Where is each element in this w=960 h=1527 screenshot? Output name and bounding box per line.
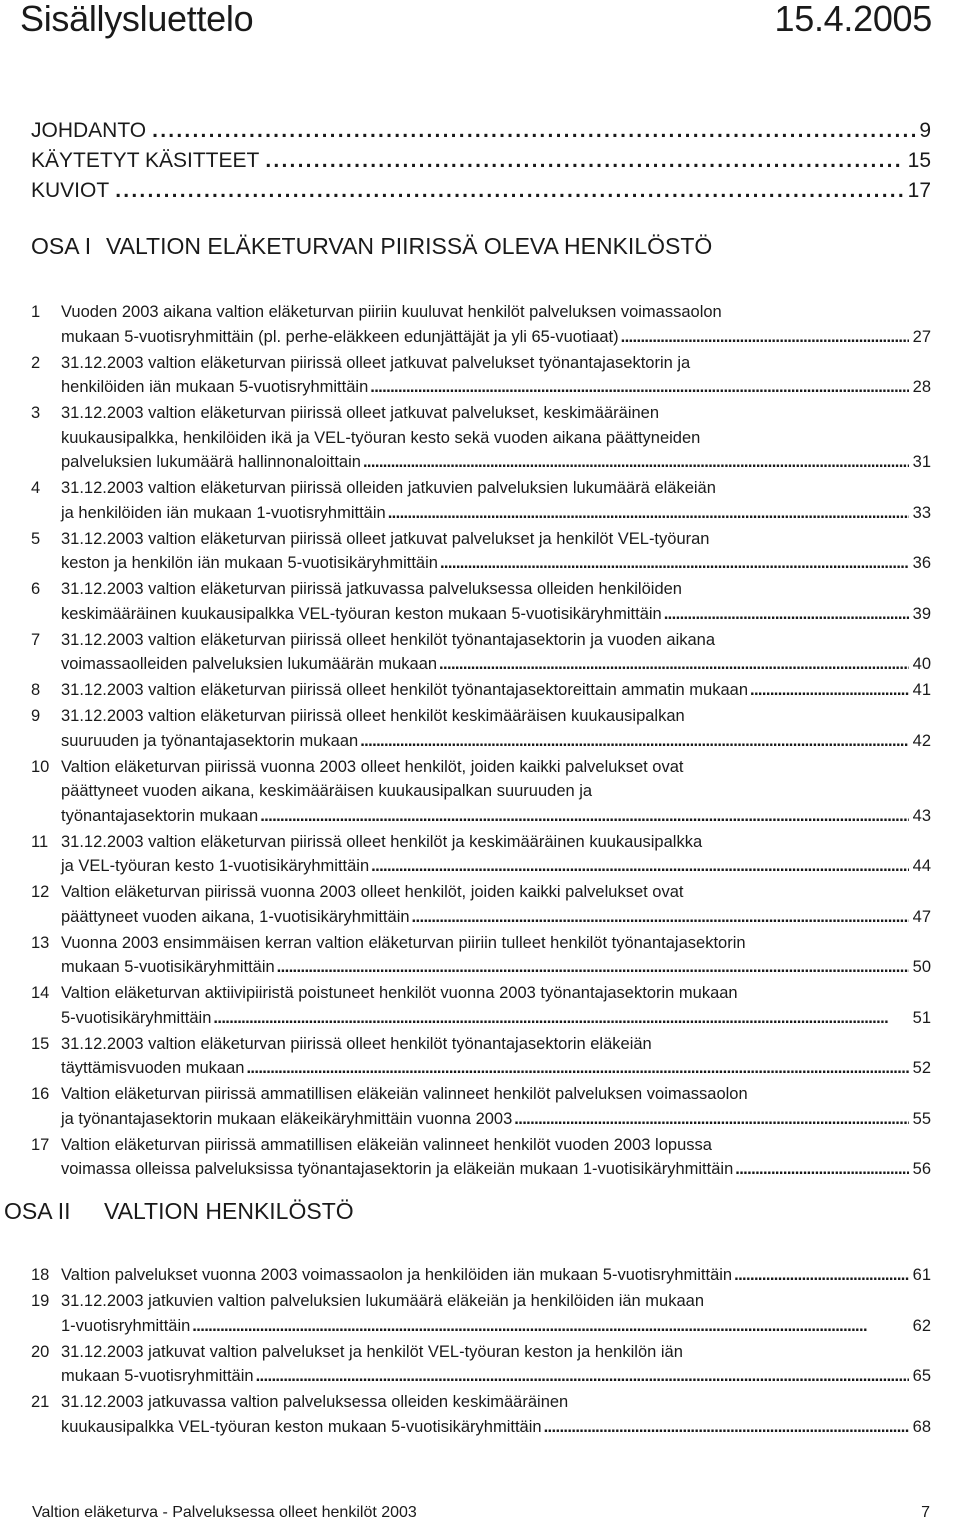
toc-entry[interactable] bbox=[31, 981, 931, 1030]
dot-leader bbox=[360, 729, 908, 754]
entry-page-number: 56 bbox=[912, 1160, 931, 1178]
entry-page-number: 39 bbox=[912, 604, 931, 623]
entry-number: 18 bbox=[31, 1266, 50, 1284]
entry-line: ja työnantajasektorin mukaan eläkeikäryhmittäin vuonna 2003 bbox=[61, 1109, 513, 1128]
dot-leader bbox=[544, 1415, 909, 1440]
toc-top-items bbox=[31, 116, 931, 206]
entry-text bbox=[61, 880, 931, 929]
entry-number: 1 bbox=[31, 303, 41, 321]
entry-line: 1-vuotisryhmittäin bbox=[61, 1316, 191, 1335]
part-number: OSA II bbox=[4, 1198, 71, 1224]
entry-line: ja henkilöiden iän mukaan 1-vuotisryhmittäin bbox=[61, 503, 386, 522]
dot-leader bbox=[152, 116, 915, 146]
toc-entry[interactable] bbox=[31, 1340, 931, 1389]
toc-entry[interactable] bbox=[31, 880, 931, 929]
toc-item-johdanto[interactable] bbox=[31, 116, 931, 146]
entry-line: henkilöiden iän mukaan 5-vuotisryhmittäin bbox=[61, 378, 369, 396]
entry-line: Valtion eläketurvan piirissä vuonna 2003 olleet henkilöt, joiden kaikki palvelukset ovat bbox=[61, 757, 684, 776]
entry-line: 5-vuotisikäryhmittäin bbox=[61, 1008, 212, 1027]
toc-entry[interactable] bbox=[31, 1390, 931, 1439]
toc-entry[interactable] bbox=[31, 577, 931, 626]
entry-line: Valtion palvelukset vuonna 2003 voimassaolon ja henkilöiden iän mukaan 5-vuotisryhmittäin bbox=[61, 1266, 733, 1284]
entry-line: voimassa olleissa palveluksissa työnantajasektorin ja eläkeiän mukaan 1-vuotisikäryhmittäin bbox=[61, 1160, 734, 1178]
entry-page-number: 28 bbox=[912, 378, 931, 396]
entry-number: 15 bbox=[31, 1034, 50, 1053]
entry-line: suuruuden ja työnantajasektorin mukaan bbox=[61, 731, 359, 750]
entry-line: Valtion eläketurvan piirissä ammatillisen eläkeiän valinneet henkilöt palveluksen voimassaolon bbox=[61, 1085, 748, 1103]
footer-page-number: 7 bbox=[921, 1504, 930, 1521]
entry-number: 5 bbox=[31, 529, 41, 548]
dot-leader bbox=[664, 602, 909, 627]
entry-line: Vuoden 2003 aikana valtion eläketurvan piiriin kuuluvat henkilöt palveluksen voimassaolon bbox=[61, 303, 722, 321]
entry-text bbox=[61, 1032, 931, 1081]
entry-line: 31.12.2003 valtion eläketurvan piirissä olleiden jatkuvien palveluksien lukumäärä eläkeiän bbox=[61, 479, 716, 497]
entry-number: 20 bbox=[31, 1342, 50, 1361]
entry-number: 17 bbox=[31, 1135, 50, 1154]
entry-line: palveluksien lukumäärä hallinnonaloittain bbox=[61, 453, 361, 471]
entry-line: 31.12.2003 valtion eläketurvan piirissä olleet henkilöt työnantajasektorin ja vuoden aikana bbox=[61, 630, 716, 649]
entry-last-line bbox=[61, 1157, 931, 1182]
entry-last-line bbox=[61, 729, 931, 754]
entry-number: 16 bbox=[31, 1085, 50, 1103]
entry-last-line bbox=[61, 325, 931, 350]
toc-entry[interactable] bbox=[31, 1263, 931, 1288]
entry-text bbox=[61, 1082, 931, 1131]
footer-text: Valtion eläketurva - Palveluksessa olleet henkilöt 2003 bbox=[32, 1504, 417, 1521]
entry-number: 21 bbox=[31, 1393, 50, 1411]
toc-entry[interactable] bbox=[31, 401, 931, 475]
part-title: VALTION HENKILÖSTÖ bbox=[104, 1198, 354, 1224]
entry-text bbox=[61, 476, 931, 525]
entry-text bbox=[61, 1340, 931, 1389]
dot-leader bbox=[370, 375, 908, 400]
entry-page-number: 52 bbox=[912, 1059, 931, 1077]
entry-line: Vuonna 2003 ensimmäisen kerran valtion eläketurvan piiriin tulleet henkilöt työnantajasektorin bbox=[61, 933, 746, 952]
dot-leader bbox=[412, 905, 909, 930]
entry-last-line bbox=[61, 551, 931, 576]
toc-item-kaytetyt-kasitteet[interactable] bbox=[31, 146, 931, 176]
entry-text bbox=[61, 351, 931, 400]
entry-line: mukaan 5-vuotisryhmittäin bbox=[61, 1367, 254, 1385]
entry-text bbox=[61, 678, 931, 703]
part-heading-2 bbox=[4, 1197, 354, 1225]
entry-line: 31.12.2003 valtion eläketurvan piirissä jatkuvassa palveluksessa olleiden henkilöiden bbox=[61, 580, 682, 598]
entry-number: 14 bbox=[31, 984, 50, 1002]
entry-page-number: 43 bbox=[912, 806, 931, 825]
toc-item-label: KUVIOT bbox=[31, 179, 110, 202]
entry-number: 4 bbox=[31, 479, 41, 497]
toc-entry[interactable] bbox=[31, 704, 931, 753]
toc-entry[interactable] bbox=[31, 678, 931, 703]
dot-leader bbox=[246, 1056, 908, 1081]
entry-number: 7 bbox=[31, 630, 41, 649]
entry-page-number: 51 bbox=[912, 1008, 931, 1027]
entry-last-line bbox=[61, 1056, 931, 1081]
entry-last-line bbox=[61, 450, 931, 475]
toc-entry[interactable] bbox=[31, 931, 931, 980]
entry-page-number: 61 bbox=[912, 1266, 931, 1284]
entry-number: 19 bbox=[31, 1292, 50, 1310]
entry-line: 31.12.2003 valtion eläketurvan piirissä olleet henkilöt keskimääräisen kuukausipalkan bbox=[61, 707, 685, 725]
dot-leader bbox=[371, 854, 909, 879]
toc-item-label: KÄYTETYT KÄSITTEET bbox=[31, 149, 260, 172]
entry-line: päättyneet vuoden aikana, 1-vuotisikäryhmittäin bbox=[61, 907, 410, 926]
entry-page-number: 65 bbox=[912, 1367, 931, 1385]
entry-last-line bbox=[61, 1263, 931, 1288]
part-number: OSA I bbox=[31, 233, 92, 259]
entry-last-line bbox=[61, 905, 931, 930]
entry-number: 10 bbox=[31, 757, 50, 776]
entry-line: päättyneet vuoden aikana, keskimääräisen kuukausipalkan suuruuden ja bbox=[61, 782, 593, 800]
entry-line: ja VEL-työuran kesto 1-vuotisikäryhmittäin bbox=[61, 857, 370, 875]
dot-leader bbox=[440, 551, 909, 576]
toc-entry[interactable] bbox=[31, 628, 931, 677]
toc-entry[interactable] bbox=[31, 527, 931, 576]
entry-line: keston ja henkilön iän mukaan 5-vuotisikäryhmittäin bbox=[61, 554, 438, 572]
entry-page-number: 27 bbox=[912, 327, 931, 346]
entry-line: voimassaolleiden palveluksien lukumäärän mukaan bbox=[61, 655, 438, 673]
toc-entry[interactable] bbox=[31, 830, 931, 879]
entry-number: 3 bbox=[31, 404, 41, 422]
toc-item-page: 9 bbox=[919, 119, 931, 142]
entry-line: Valtion eläketurvan piirissä ammatillisen eläkeiän valinneet henkilöt vuoden 2003 lopussa bbox=[61, 1135, 712, 1154]
entry-line: keskimääräinen kuukausipalkka VEL-työuran keston mukaan 5-vuotisikäryhmittäin bbox=[61, 604, 662, 623]
entry-number: 12 bbox=[31, 883, 50, 901]
entry-text bbox=[61, 401, 931, 475]
entry-line: Valtion eläketurvan piirissä vuonna 2003 olleet henkilöt, joiden kaikki palvelukset ovat bbox=[61, 883, 684, 901]
entry-page-number: 31 bbox=[912, 453, 931, 471]
dot-leader bbox=[621, 325, 909, 350]
entry-page-number: 44 bbox=[912, 857, 931, 875]
toc-item-kuviot[interactable] bbox=[31, 176, 931, 206]
entry-last-line bbox=[61, 1364, 931, 1389]
toc-entry[interactable] bbox=[31, 1082, 931, 1131]
entry-line: kuukausipalkka, henkilöiden ikä ja VEL-työuran kesto sekä vuoden aikana päättyneiden bbox=[61, 428, 701, 447]
dot-leader bbox=[192, 1314, 908, 1339]
dot-leader bbox=[735, 1157, 908, 1182]
entry-line: mukaan 5-vuotisryhmittäin (pl. perhe-eläkkeen edunjättäjät ja yli 65-vuotiaat) bbox=[61, 327, 619, 346]
entry-line: mukaan 5-vuotisikäryhmittäin bbox=[61, 958, 275, 976]
entry-last-line bbox=[61, 652, 931, 677]
entry-line: 31.12.2003 valtion eläketurvan piirissä olleet jatkuvat palvelukset, keskimääräinen bbox=[61, 404, 660, 422]
dot-leader bbox=[265, 146, 903, 176]
toc-entry[interactable] bbox=[31, 1133, 931, 1182]
entry-page-number: 33 bbox=[912, 503, 931, 522]
entry-text bbox=[61, 755, 931, 829]
entry-last-line bbox=[61, 1107, 931, 1132]
entry-number: 11 bbox=[31, 832, 49, 851]
entry-line: 31.12.2003 jatkuvat valtion palvelukset ja henkilöt VEL-työuran keston ja henkilön iän bbox=[61, 1342, 683, 1361]
entry-last-line bbox=[61, 375, 931, 400]
entry-line: 31.12.2003 jatkuvien valtion palveluksien lukumäärä eläkeiän ja henkilöiden iän mukaan bbox=[61, 1292, 705, 1310]
entry-page-number: 47 bbox=[912, 907, 931, 926]
entry-text bbox=[61, 1390, 931, 1439]
entry-text bbox=[61, 628, 931, 677]
toc-entry[interactable] bbox=[31, 755, 931, 829]
dot-leader bbox=[213, 1006, 908, 1031]
part2-entries bbox=[31, 1263, 931, 1441]
dot-leader bbox=[256, 1364, 909, 1389]
entry-line: 31.12.2003 valtion eläketurvan piirissä olleet henkilöt työnantajasektoreittain ammatin mukaan bbox=[61, 681, 748, 699]
entry-line: 31.12.2003 jatkuvassa valtion palveluksessa olleiden keskimääräinen bbox=[61, 1393, 569, 1411]
entry-number: 9 bbox=[31, 707, 41, 725]
entry-text bbox=[61, 300, 931, 349]
entry-number: 13 bbox=[31, 933, 50, 952]
dot-leader bbox=[115, 176, 903, 206]
entry-text bbox=[61, 931, 931, 980]
entry-last-line bbox=[61, 678, 931, 703]
entry-last-line bbox=[61, 1314, 931, 1339]
part1-entries bbox=[31, 300, 931, 1183]
dot-leader bbox=[363, 450, 909, 475]
entry-text bbox=[61, 1133, 931, 1182]
dot-leader bbox=[734, 1263, 909, 1288]
toc-entry[interactable] bbox=[31, 1289, 931, 1338]
toc-entry[interactable] bbox=[31, 300, 931, 349]
part-heading-1 bbox=[31, 232, 713, 260]
entry-page-number: 68 bbox=[912, 1417, 931, 1436]
entry-last-line bbox=[61, 1415, 931, 1440]
entry-page-number: 50 bbox=[912, 958, 931, 976]
entry-last-line bbox=[61, 804, 931, 829]
entry-page-number: 42 bbox=[912, 731, 931, 750]
entry-page-number: 62 bbox=[912, 1316, 931, 1335]
document-date: 15.4.2005 bbox=[774, 0, 932, 39]
entry-last-line bbox=[61, 854, 931, 879]
entry-page-number: 55 bbox=[912, 1109, 931, 1128]
entry-last-line bbox=[61, 602, 931, 627]
entry-page-number: 40 bbox=[912, 655, 931, 673]
dot-leader bbox=[514, 1107, 908, 1132]
dot-leader bbox=[388, 501, 909, 526]
entry-last-line bbox=[61, 955, 931, 980]
entry-line: 31.12.2003 valtion eläketurvan piirissä olleet henkilöt ja keskimääräinen kuukausipalkka bbox=[61, 832, 703, 851]
toc-entry[interactable] bbox=[31, 476, 931, 525]
dot-leader bbox=[260, 804, 908, 829]
entry-text bbox=[61, 704, 931, 753]
entry-number: 6 bbox=[31, 580, 41, 598]
page-header bbox=[20, 0, 932, 38]
entry-number: 2 bbox=[31, 353, 41, 372]
entry-line: 31.12.2003 valtion eläketurvan piirissä olleet jatkuvat palvelukset ja henkilöt VEL-työuran bbox=[61, 529, 710, 548]
part-title: VALTION ELÄKETURVAN PIIRISSÄ OLEVA HENKILÖSTÖ bbox=[106, 233, 713, 259]
entry-text bbox=[61, 577, 931, 626]
entry-line: 31.12.2003 valtion eläketurvan piirissä olleet jatkuvat palvelukset työnantajasektorin ja bbox=[61, 353, 691, 372]
toc-entry[interactable] bbox=[31, 1032, 931, 1081]
entry-last-line bbox=[61, 1006, 931, 1031]
dot-leader bbox=[439, 652, 909, 677]
dot-leader bbox=[750, 678, 909, 703]
entry-line: Valtion eläketurvan aktiivipiiristä poistuneet henkilöt vuonna 2003 työnantajasektorin mukaan bbox=[61, 984, 738, 1002]
toc-entry[interactable] bbox=[31, 351, 931, 400]
entry-text bbox=[61, 527, 931, 576]
toc-item-page: 15 bbox=[907, 149, 931, 172]
entry-text bbox=[61, 830, 931, 879]
entry-page-number: 36 bbox=[912, 554, 931, 572]
entry-line: työnantajasektorin mukaan bbox=[61, 806, 259, 825]
entry-line: täyttämisvuoden mukaan bbox=[61, 1059, 245, 1077]
entry-text bbox=[61, 1263, 931, 1288]
toc-item-page: 17 bbox=[907, 179, 931, 202]
dot-leader bbox=[277, 955, 909, 980]
page-title: Sisällysluettelo bbox=[20, 0, 254, 39]
entry-number: 8 bbox=[31, 681, 41, 699]
toc-item-label: JOHDANTO bbox=[31, 119, 147, 142]
entry-page-number: 41 bbox=[912, 681, 931, 699]
entry-last-line bbox=[61, 501, 931, 526]
entry-text bbox=[61, 1289, 931, 1338]
entry-line: 31.12.2003 valtion eläketurvan piirissä olleet henkilöt työnantajasektorin eläkeiän bbox=[61, 1034, 652, 1053]
entry-line: kuukausipalkka VEL-työuran keston mukaan 5-vuotisikäryhmittäin bbox=[61, 1417, 542, 1436]
entry-text bbox=[61, 981, 931, 1030]
